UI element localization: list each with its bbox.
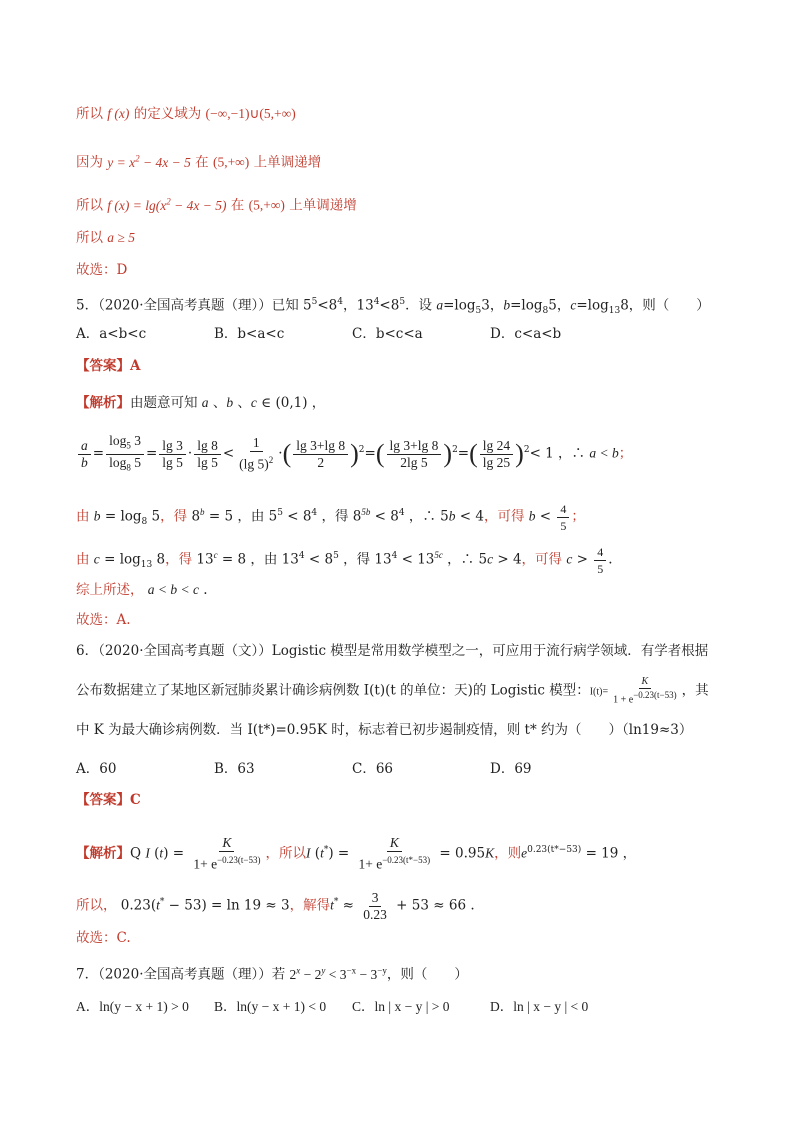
q7-option-b[interactable]: B．ln(y − x + 1) < 0	[214, 999, 327, 1014]
q6-line-2-text: 公布数据建立了某地区新冠肺炎累计确诊病例数 I(t)(t 的单位：天)的 Logistic 模型：	[76, 682, 590, 699]
text-from-2: 由	[76, 551, 90, 568]
answer-6: 【答案】C	[76, 792, 141, 808]
text-because: 因为	[76, 154, 103, 171]
math-interval-2: (5,+∞)	[212, 154, 250, 170]
q7-option-d[interactable]: D．ln | x − y | < 0	[490, 999, 589, 1014]
math-a-ge-5: a ≥ 5	[107, 230, 135, 245]
q6-option-b[interactable]: B．63	[214, 761, 255, 777]
text-domain: 的定义域为	[133, 106, 202, 122]
analysis-5-inequality: $\frac{a}{b}$ = $\frac{\log_5 3}{\log_8 5}$ = $\frac{\lg 3}{\lg 5}$ · $\frac{\lg 8}{\lg 5}$ < $\frac{1}{(\lg 5)^2}$ ·( $\frac{\lg 3+\lg 8}{2}$ )$^2$=( $\frac{\lg 3+\lg 8}{2\lg 5}$ )$^2$=( $\frac{\lg 24}{\lg 25}$ )$^2$< 1 ，∴ a < b；	[76, 430, 754, 475]
q6-option-d[interactable]: D．69	[490, 761, 532, 777]
analysis-5-intro: 【解析】由题意可知 a 、b 、c ∈ (0,1) ，	[76, 395, 326, 411]
text-monotone-2: 上单调递增	[289, 197, 357, 214]
q5-head: 5．（2020·全国高考真题（理））已知 5	[76, 297, 312, 314]
text-monotone: 上单调递增	[253, 154, 322, 171]
q5-tail: ，则（ ）	[628, 297, 710, 314]
choice-a: 故选：A.	[76, 612, 131, 628]
question-5: 5．（2020·全国高考真题（理））已知 $5^5<8^4$，$13^4<8^5$．设 $a=\log_53$，$b=\log_85$，$c=\log_{13}8$，则（ ）	[76, 297, 710, 317]
text-so-3: 所以	[76, 230, 103, 246]
analysis-6-line-2: 所以， 0.23(t* − 53) = ln 19 ≈ 3，解得t* ≈ $\frac{3}{0.23}$ + 53 ≈ 66 .	[76, 889, 475, 922]
analysis-5-text: 由题意可知	[130, 395, 198, 411]
q5-option-d[interactable]: D．c<a<b	[490, 326, 562, 342]
semicolon-red-1: ；	[618, 445, 633, 462]
q5-options	[76, 324, 754, 344]
q6-line-2-tail: ，其	[681, 682, 709, 699]
q6-option-c[interactable]: C．66	[352, 761, 394, 777]
question-6-line-3: 中 K 为最大确诊病例数．当 I(t*)=0.95K 时，标志着已初步遏制疫情，则 t* 约为（ ）（ln19≈3）	[76, 722, 693, 738]
analysis-5-b: 由 $b = \log_8 5$，得 $8^b = 5$ ，由 $5^5 < 8^4$ ，得 $8^{5b} < 8^4$ ，∴ 5b < 4，可得 b < $\frac{4}{5}$ ；	[76, 501, 585, 533]
text-therefore: 所以，	[76, 897, 117, 914]
text-on-2: 在	[230, 197, 245, 214]
line-domain	[76, 104, 754, 124]
analysis-5-summary: 综上所述， a < b < c .	[76, 582, 208, 598]
text-solve: ，解得	[289, 897, 331, 914]
text-obtain-1: ，可得	[483, 508, 525, 525]
analysis-6-line-1: 【解析】Q I (t) = $\frac{K}{1+ e^{-0.23(t-53)}}$ ，所以I (t*) = $\frac{K}{1+ e^{-0.23(t*-53)}}$ = 0.95K，则$e^{0.23(t*-53)} = 19$ ，	[76, 835, 637, 872]
question-7: 7．（2020·全国高考真题（理））若 $2^x - 2^y < 3^{-x} - 3^{-y}$，则（ ）	[76, 965, 468, 983]
q6-options	[76, 759, 754, 779]
q7-head: 7．（2020·全国高考真题（理））若	[76, 966, 286, 983]
line-increasing-2	[76, 191, 754, 216]
q7-option-a[interactable]: A．ln(y − x + 1) > 0	[76, 999, 189, 1014]
line-increasing-1	[76, 148, 754, 173]
line-conclusion	[76, 228, 754, 248]
text-obtain-2: ，可得	[521, 551, 563, 568]
text-so-4: ，所以	[265, 845, 306, 862]
math-interval: (−∞,−1)∪(5,+∞)	[205, 106, 296, 121]
text-get-1: ，得	[160, 508, 188, 525]
text-on: 在	[195, 154, 209, 171]
question-6-line-1: 6．（2020·全国高考真题（文））Logistic 模型是常用数学模型之一，可应用于流行病学领域．有学者根据	[76, 643, 709, 659]
text-from-1: 由	[76, 508, 90, 525]
q6-option-a[interactable]: A．60	[76, 761, 117, 777]
semicolon-red-2: ；	[571, 508, 585, 525]
q7-tail: ，则（ ）	[386, 966, 468, 983]
q5-option-c[interactable]: C．b<c<a	[352, 326, 423, 342]
analysis-label-5: 【解析】	[76, 395, 130, 411]
text-get-2: ，得	[165, 551, 193, 568]
answer-5: 【答案】A	[76, 358, 141, 374]
question-6-line-2: 公布数据建立了某地区新冠肺炎累计确诊病例数 I(t)(t 的单位：天)的 Logistic 模型：I(t)= $\frac{K}{1 + e^{-0.23(t-53)}}$ ，其	[76, 676, 709, 706]
analysis-5-c: 由 $c = \log_{13} 8$，得 $13^c = 8$ ，由 $13^4 < 8^5$ ，得 $13^4 < 13^{5c}$ ，∴ 5c > 4，可得 c > $\frac{4}{5}$ .	[76, 544, 613, 576]
analysis-label-6: 【解析】	[76, 845, 130, 862]
choice-c: 故选：C.	[76, 930, 131, 946]
math-lg-function: f $(x) = \lg(x^2 - 4x - 5)$	[107, 196, 227, 213]
math-interval-3: (5,+∞)	[248, 197, 285, 213]
text-so-2: 所以	[76, 197, 103, 214]
text-then: ，则	[494, 845, 522, 862]
math-quadratic: $y = x^2 - 4x - 5$	[107, 153, 191, 170]
q7-option-c[interactable]: C．ln | x − y | > 0	[352, 999, 450, 1014]
math-fx: f (x)	[107, 106, 130, 121]
q5-option-b[interactable]: B．b<a<c	[214, 326, 285, 342]
q5-option-a[interactable]: A．a<b<c	[76, 326, 147, 342]
line-choice-d: 故选：D	[76, 262, 128, 278]
text-so: 所以	[76, 106, 103, 122]
q7-options	[76, 997, 754, 1017]
text-summary: 综上所述，	[76, 582, 144, 598]
